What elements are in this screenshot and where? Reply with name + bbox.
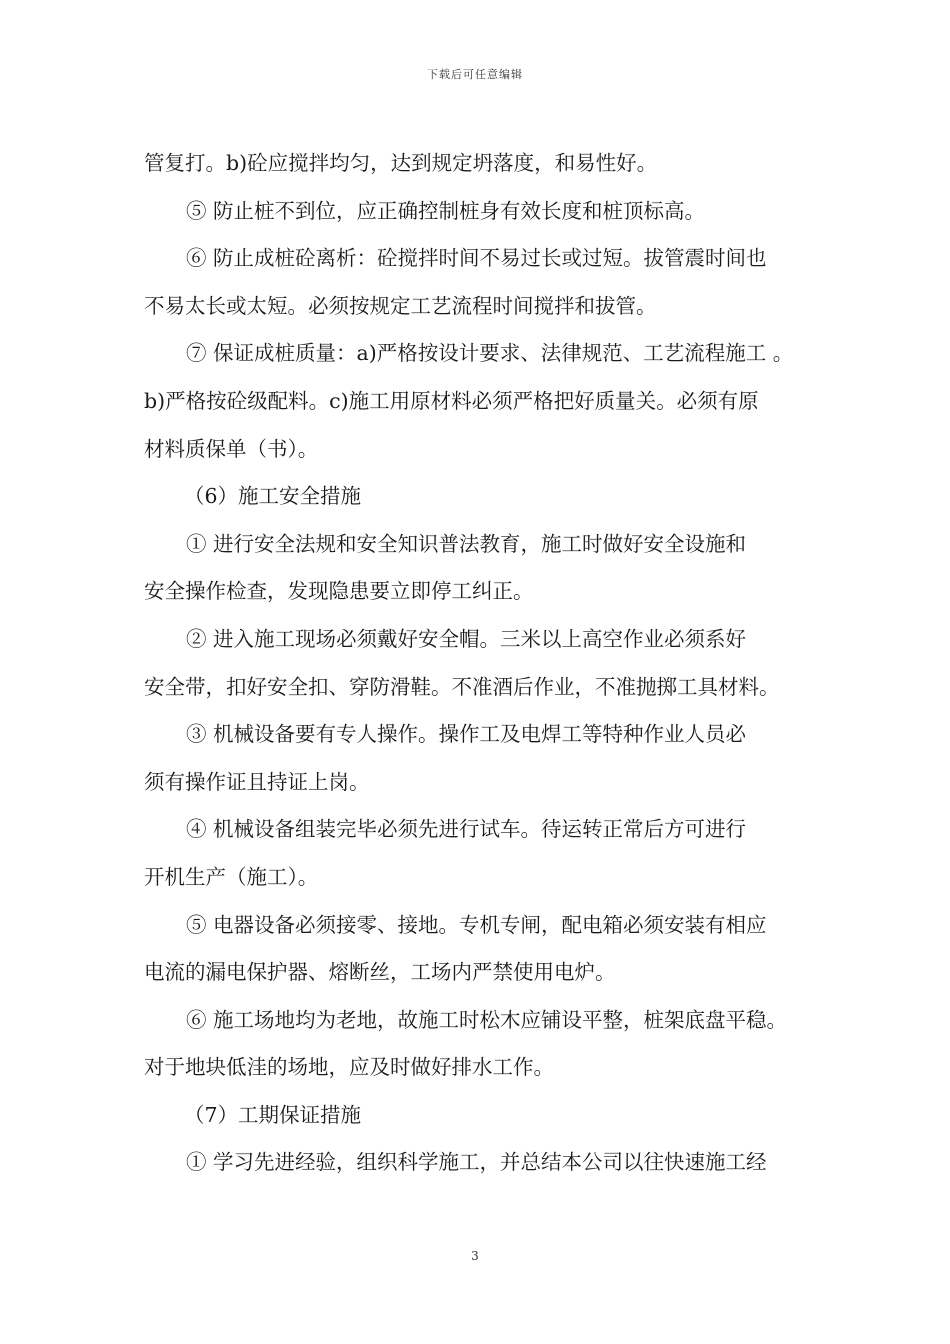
- page-number: 3: [471, 1249, 479, 1263]
- header-note: 下载后可任意编辑: [427, 68, 523, 81]
- text-line: 电流的漏电保护器、熔断丝，工场内严禁使用电炉。: [144, 960, 616, 985]
- text-line: ② 进入施工现场必须戴好安全帽。三米以上高空作业必须系好: [186, 626, 747, 651]
- text-line: ⑥ 施工场地均为老地，故施工时松木应铺设平整，桩架底盘平稳。: [186, 1007, 788, 1032]
- text-line: 对于地块低洼的场地，应及时做好排水工作。: [144, 1055, 554, 1080]
- text-line: b)严格按砼级配料。c)施工用原材料必须严格把好质量关。必须有原: [144, 388, 759, 413]
- text-line: 开机生产（施工）。: [144, 864, 319, 889]
- section-heading: （7）工期保证措施: [184, 1102, 362, 1127]
- text-line: ⑦ 保证成桩质量：a)严格按设计要求、法律规范、工艺流程施工 。: [186, 341, 794, 366]
- text-line: 安全带，扣好安全扣、穿防滑鞋。不准酒后作业，不准抛掷工具材料。: [144, 674, 780, 699]
- text-line: ① 学习先进经验，组织科学施工，并总结本公司以往快速施工经: [186, 1150, 767, 1175]
- section-heading: （6）施工安全措施: [184, 484, 362, 509]
- text-line: 须有操作证且持证上岗。: [144, 769, 370, 794]
- text-line: 材料质保单（书）。: [144, 436, 319, 461]
- text-line: 管复打。b)砼应搅拌均匀，达到规定坍落度，和易性好。: [144, 151, 658, 175]
- text-line: ① 进行安全法规和安全知识普法教育，施工时做好安全设施和: [186, 531, 747, 556]
- body-text: [144, 140, 812, 1187]
- text-line: ⑤ 电器设备必须接零、接地。专机专闸，配电箱必须安装有相应: [186, 912, 767, 937]
- text-line: 安全操作检查，发现隐患要立即停工纠正。: [144, 579, 534, 604]
- text-line: ⑥ 防止成桩砼离析：砼搅拌时间不易过长或过短。拔管震时间也: [186, 246, 767, 271]
- text-line: ③ 机械设备要有专人操作。操作工及电焊工等特种作业人员必: [186, 722, 747, 747]
- text-line: ④ 机械设备组装完毕必须先进行试车。待运转正常后方可进行: [186, 817, 747, 842]
- text-line: ⑤ 防止桩不到位，应正确控制桩身有效长度和桩顶标高。: [186, 198, 706, 223]
- text-line: 不易太长或太短。必须按规定工艺流程时间搅拌和拔管。: [144, 293, 657, 318]
